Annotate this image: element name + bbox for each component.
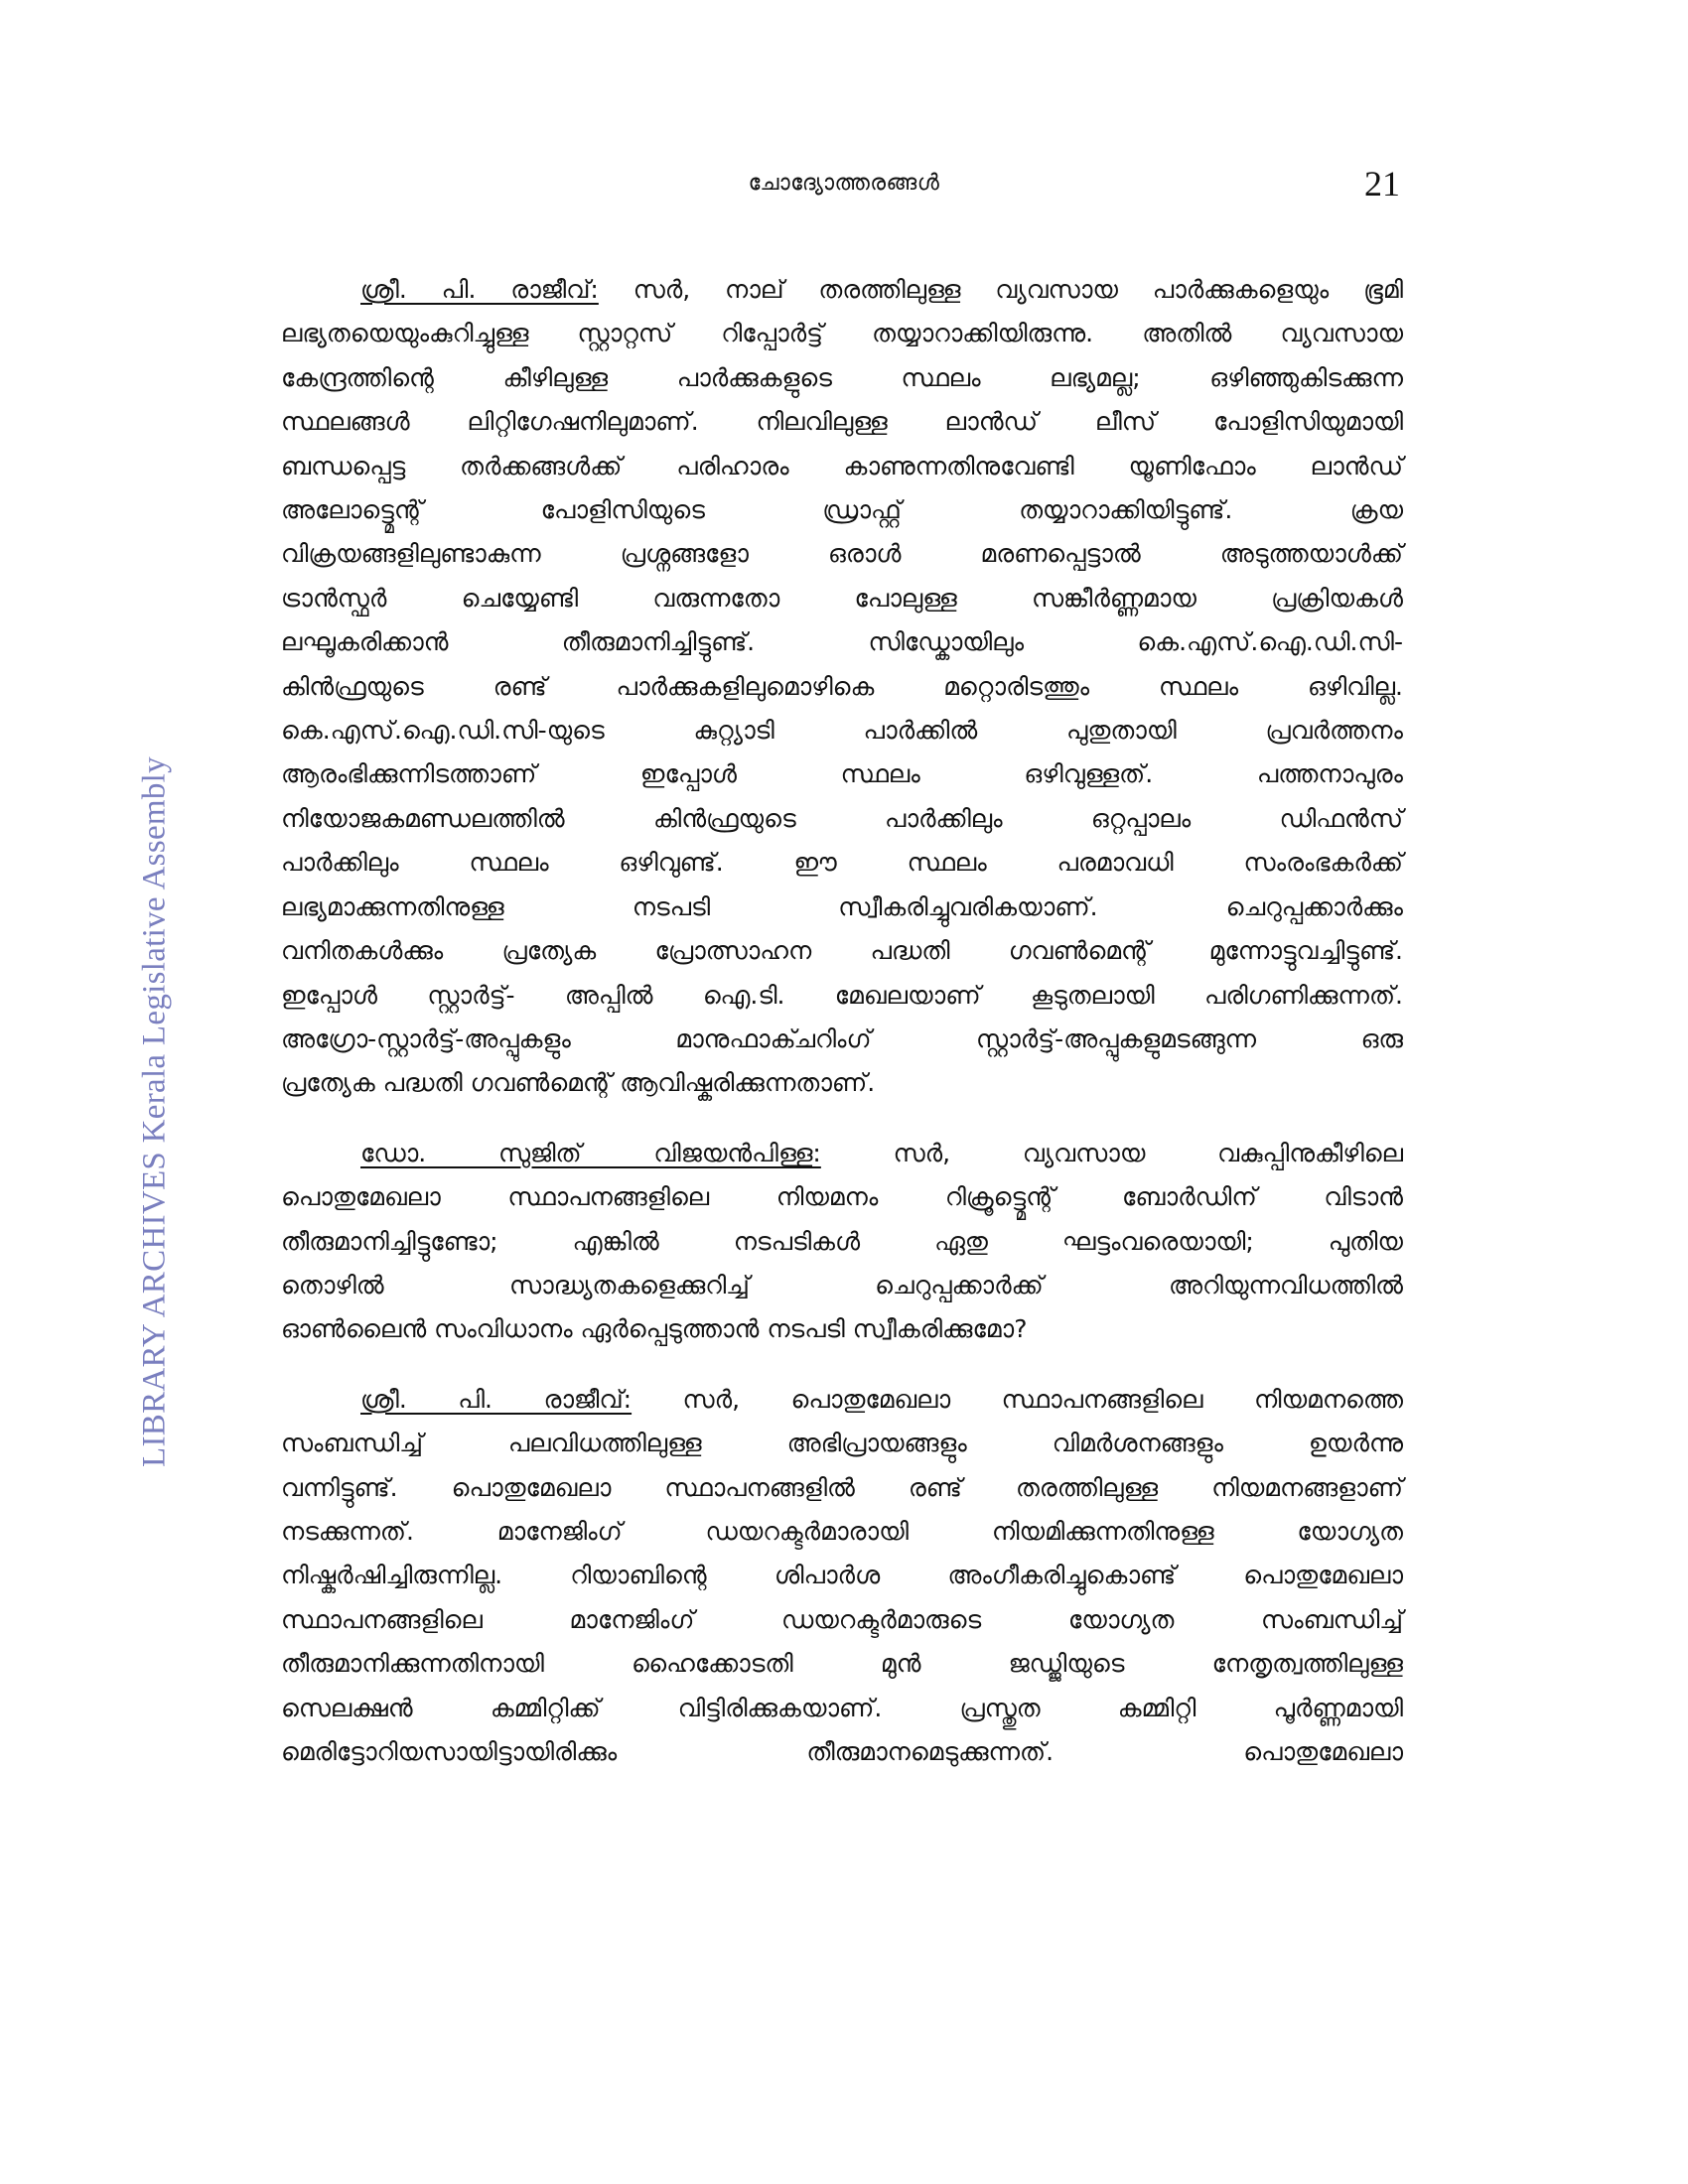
text-line: സെലക്ഷൻ കമ്മിറ്റിക്ക് വിട്ടിരിക്കുകയാണ്. പ്രസ്തുത കമ്മിറ്റി പൂർണ്ണമായി <box>281 1693 1403 1722</box>
text-line: ട്രാൻസ്ഫർ ചെയ്യേണ്ടി വരുന്നതോ പോലുള്ള സങ്കീർണ്ണമായ പ്രക്രിയകൾ <box>281 583 1403 613</box>
text-line: തീരുമാനിക്കുന്നതിനായി ഹൈക്കോടതി മുൻ ജഡ്ജിയുടെ നേതൃത്വത്തിലുള്ള <box>281 1649 1403 1679</box>
running-header-title: ചോദ്യോത്തരങ്ങൾ <box>748 171 940 196</box>
text-line: വന്നിട്ടുണ്ട്. പൊതുമേഖലാ സ്ഥാപനങ്ങളിൽ രണ്ട് തരത്തിലുള്ള നിയമനങ്ങളാണ് <box>281 1472 1403 1502</box>
text-line: പൊതുമേഖലാ സ്ഥാപനങ്ങളിലെ നിയമനം റിക്രൂട്ട്മെന്റ് ബോർഡിന് വിടാൻ <box>281 1182 1403 1212</box>
text-line: വനിതകൾക്കും പ്രത്യേക പ്രോത്സാഹന പദ്ധതി ഗവൺമെന്റ് മുന്നോട്ടുവച്ചിട്ടുണ്ട്. <box>281 936 1403 966</box>
speaker-name: ശ്രീ. പി. രാജീവ്: <box>360 275 599 304</box>
text-line: ലഘൂകരിക്കാൻ തീരുമാനിച്ചിട്ടുണ്ട്. സിഡ്കോയിലും കെ.എസ്.ഐ.ഡി.സി- <box>281 627 1403 657</box>
text-line: തൊഴിൽ സാദ്ധ്യതകളെക്കുറിച്ച് ചെറുപ്പക്കാർക്ക് അറിയുന്നവിധത്തിൽ <box>281 1270 1403 1299</box>
document-body <box>281 268 1403 1800</box>
text-line: നടക്കുന്നത്. മാനേജിംഗ് ഡയറക്ടർമാരായി നിയമിക്കുന്നതിനുള്ള യോഗ്യത <box>281 1516 1403 1546</box>
speaker-name: ശ്രീ. പി. രാജീവ്: <box>360 1384 633 1414</box>
text-line: തീരുമാനിച്ചിട്ടുണ്ടോ; എങ്കിൽ നടപടികൾ ഏതു ഘട്ടംവരെയായി; പുതിയ <box>281 1226 1403 1256</box>
text-line: ബന്ധപ്പെട്ട തർക്കങ്ങൾക്ക് പരിഹാരം കാണുന്നതിനുവേണ്ടി യൂണിഫോം ലാൻഡ് <box>281 451 1403 480</box>
answer-paragraph <box>281 1378 1403 1775</box>
text-line: പാർക്കിലും സ്ഥലം ഒഴിവുണ്ട്. ഈ സ്ഥലം പരമാവധി സംരംഭകർക്ക് <box>281 848 1403 878</box>
text-line: കിൻഫ്രയുടെ രണ്ട് പാർക്കുകളിലുമൊഴികെ മറ്റൊരിടത്തും സ്ഥലം ഒഴിവില്ല. <box>281 671 1403 701</box>
text-line: സ്ഥാപനങ്ങളിലെ മാനേജിംഗ് ഡയറക്ടർമാരുടെ യോഗ്യത സംബന്ധിച്ച് <box>281 1604 1403 1634</box>
text-line: അലോട്ട്മെന്റ് പോളിസിയുടെ ഡ്രാഫ്റ്റ് തയ്യാറാക്കിയിട്ടുണ്ട്. ക്രയ <box>281 495 1403 525</box>
text-line: മെരിട്ടോറിയസായിട്ടായിരിക്കും തീരുമാനമെടുക്കുന്നത്. പൊതുമേഖലാ <box>281 1737 1403 1766</box>
text-line: ലഭ്യതയെയുംകുറിച്ചുള്ള സ്റ്റാറ്റസ് റിപ്പോർട്ട് തയ്യാറാക്കിയിരുന്നു. അതിൽ വ്യവസായ <box>281 319 1403 348</box>
text-line: ആരംഭിക്കുന്നിടത്താണ് ഇപ്പോൾ സ്ഥലം ഒഴിവുള്ളത്. പത്തനാപുരം <box>281 759 1403 789</box>
page-number: 21 <box>1364 164 1400 204</box>
text-line: നിഷ്കർഷിച്ചിരുന്നില്ല. റിയാബിന്റെ ശിപാർശ അംഗീകരിച്ചുകൊണ്ട് പൊതുമേഖലാ <box>281 1561 1403 1590</box>
text-line: സ്ഥലങ്ങൾ ലിറ്റിഗേഷനിലുമാണ്. നിലവിലുള്ള ലാൻഡ് ലീസ് പോളിസിയുമായി <box>281 407 1403 437</box>
text-line: ലഭ്യമാക്കുന്നതിനുള്ള നടപടി സ്വീകരിച്ചുവരികയാണ്. ചെറുപ്പക്കാർക്കും <box>281 891 1403 921</box>
text-line: പ്രത്യേക പദ്ധതി ഗവൺമെന്റ് ആവിഷ്കരിക്കുന്നതാണ്. <box>281 1068 876 1098</box>
text-line: കെ.എസ്.ഐ.ഡി.സി-യുടെ കുറ്റ്യാടി പാർക്കിൽ പുതുതായി പ്രവർത്തനം <box>281 716 1403 746</box>
answer-paragraph <box>281 268 1403 1106</box>
line-text: സർ, വ്യവസായ വകുപ്പിനുകീഴിലെ <box>820 1138 1403 1167</box>
text-line <box>281 1378 1403 1422</box>
text-line: ഇപ്പോൾ സ്റ്റാർട്ട്- അപ്പിൽ ഐ.ടി. മേഖലയാണ് കൂടുതലായി പരിഗണിക്കുന്നത്. <box>281 980 1403 1010</box>
line-text: സർ, നാല് തരത്തിലുള്ള വ്യവസായ പാർക്കുകളെയും ഭൂമി <box>598 275 1404 304</box>
line-text: സർ, പൊതുമേഖലാ സ്ഥാപനങ്ങളിലെ നിയമനത്തെ <box>632 1384 1403 1414</box>
text-line: സംബന്ധിച്ച് പലവിധത്തിലുള്ള അഭിപ്രായങ്ങളും വിമർശനങ്ങളും ഉയർന്നു <box>281 1429 1403 1458</box>
text-line: വിക്രയങ്ങളിലുണ്ടാകുന്ന പ്രശ്നങ്ങളോ ഒരാൾ മരണപ്പെട്ടാൽ അടുത്തയാൾക്ക് <box>281 539 1403 569</box>
text-line: ഓൺലൈൻ സംവിധാനം ഏർപ്പെടുത്താൻ നടപടി സ്വീകരിക്കുമോ? <box>281 1314 1028 1344</box>
text-line: കേന്ദ്രത്തിന്റെ കീഴിലുള്ള പാർക്കുകളുടെ സ്ഥലം ലഭ്യമല്ല; ഒഴിഞ്ഞുകിടക്കുന്ന <box>281 362 1403 392</box>
text-line: നിയോജകമണ്ഡലത്തിൽ കിൻഫ്രയുടെ പാർക്കിലും ഒറ്റപ്പാലം ഡിഫൻസ് <box>281 803 1403 833</box>
question-paragraph <box>281 1132 1403 1352</box>
text-line: അഗ്രോ-സ്റ്റാർട്ട്-അപ്പുകളും മാനുഫാക്ചറിംഗ് സ്റ്റാർട്ട്-അപ്പുകളുമടങ്ങുന്ന ഒരു <box>281 1024 1403 1053</box>
speaker-name: ഡോ. സുജിത് വിജയൻപിള്ള: <box>360 1138 821 1167</box>
text-line <box>281 268 1403 312</box>
text-line <box>281 1132 1403 1175</box>
archive-watermark: LIBRARY ARCHIVES Kerala Legislative Assembly <box>136 756 173 1467</box>
